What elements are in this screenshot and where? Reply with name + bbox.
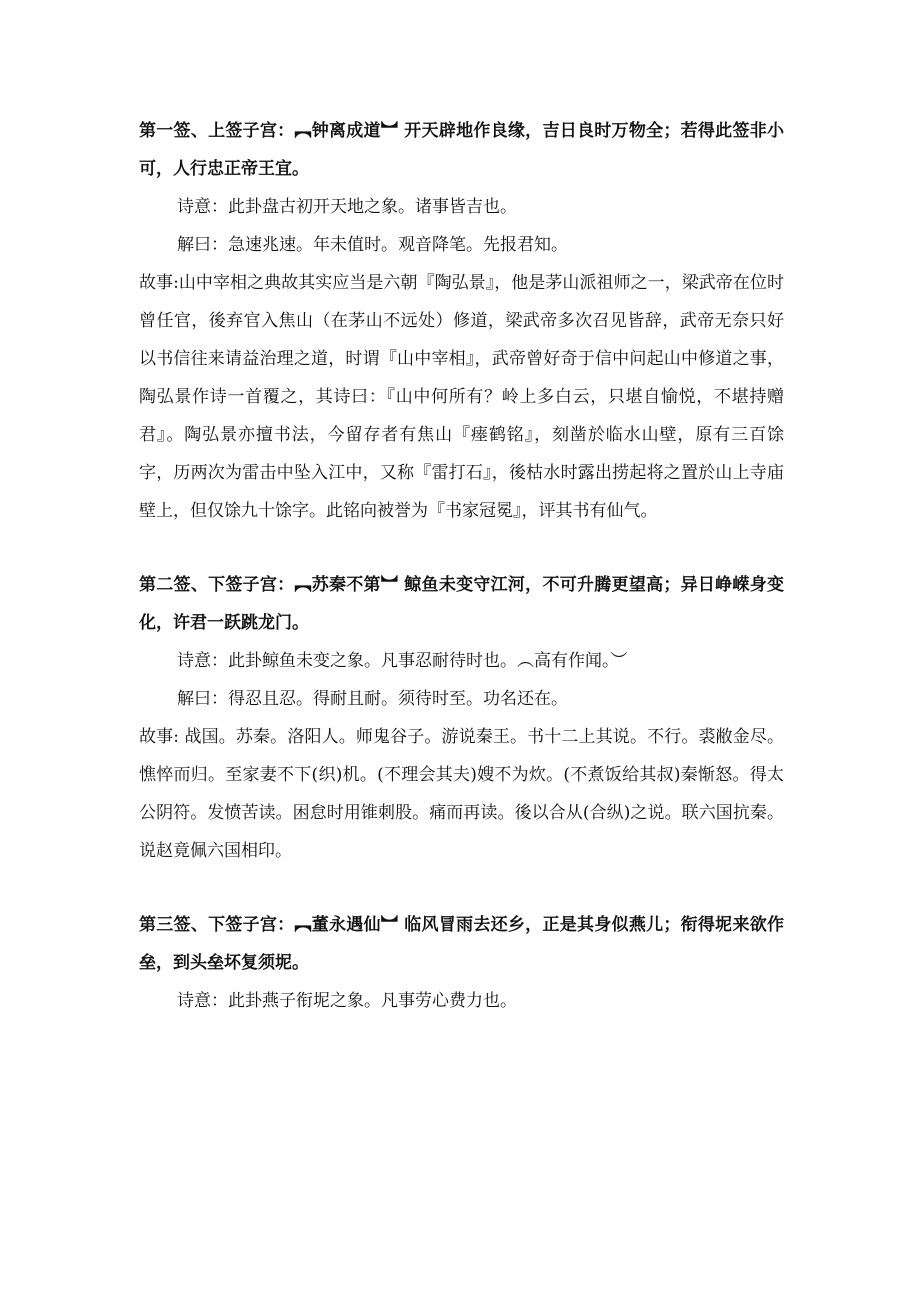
lot-1 <box>139 112 784 530</box>
section-gap <box>139 870 784 906</box>
lot-1-heading: 第一签、上签子宫：︻钟离成道︼ 开天辟地作良缘，吉日良时万物全；若得此签非小可，人行忠正帝王宜。 <box>139 121 784 179</box>
section-gap <box>139 530 784 566</box>
lot-3-heading: 第三签、下签子宫：︻董永遇仙︼ 临风冒雨去还乡，正是其身似燕儿；衔得坭来欲作垒，到头垒坏复须坭。 <box>139 915 784 973</box>
lot-1-story: 故事:山中宰相之典故其实应当是六朝『陶弘景』，他是茅山派祖师之一，梁武帝在位时曾任官，後弃官入焦山（在茅山不远处）修道，梁武帝多次召见皆辞，武帝无奈只好以书信往来请益治理之道，时谓『山中宰相』，武帝曾好奇于信中问起山中修道之事，陶弘景作诗一首覆之，其诗曰：『山中何所有？岭上多白云，只堪自愉悦，不堪持赠君』。陶弘景亦擅书法，今留存者有焦山『瘗鹤铭』，刻凿於临水山壁，原有三百馀字，历两次为雷击中坠入江中，又称『雷打石』，後枯水时露出捞起将之置於山上寺庙壁上，但仅馀九十馀字。此铭向被誉为『书家冠冕』，评其书有仙气。 <box>139 273 784 521</box>
lot-1-poem-meaning: 诗意：此卦盘古初开天地之象。诸事皆吉也。 <box>177 197 517 217</box>
lot-2 <box>139 566 784 870</box>
lot-3 <box>139 906 784 1020</box>
lot-2-story: 故事: 战国。苏秦。洛阳人。师鬼谷子。游说秦王。书十二上其说。不行。裘敝金尽。憔悴而归。至家妻不下(织)机。(不理会其夫)嫂不为炊。(不煮饭给其叔)秦惭怒。得太公阴符。发愤苦读。困怠时用锥刺股。痛而再读。後以合从(合纵)之说。联六国抗秦。说赵竟佩六国相印。 <box>139 727 784 861</box>
lot-2-poem-meaning: 诗意：此卦鲸鱼未变之象。凡事忍耐待时也。︵高有作闻。︶ <box>177 651 628 671</box>
lot-2-interpretation: 解曰：得忍且忍。得耐且耐。须待时至。功名还在。 <box>177 689 568 709</box>
lot-1-interpretation: 解曰：急速兆速。年未值时。观音降笔。先报君知。 <box>177 235 568 255</box>
lot-3-poem-meaning: 诗意：此卦燕子衔坭之象。凡事劳心费力也。 <box>177 991 517 1011</box>
lot-2-heading: 第二签、下签子宫：︻苏秦不第︼ 鲸鱼未变守江河，不可升腾更望高；异日峥嵘身变化，许君一跃跳龙门。 <box>139 575 784 633</box>
document-body <box>139 112 784 1020</box>
